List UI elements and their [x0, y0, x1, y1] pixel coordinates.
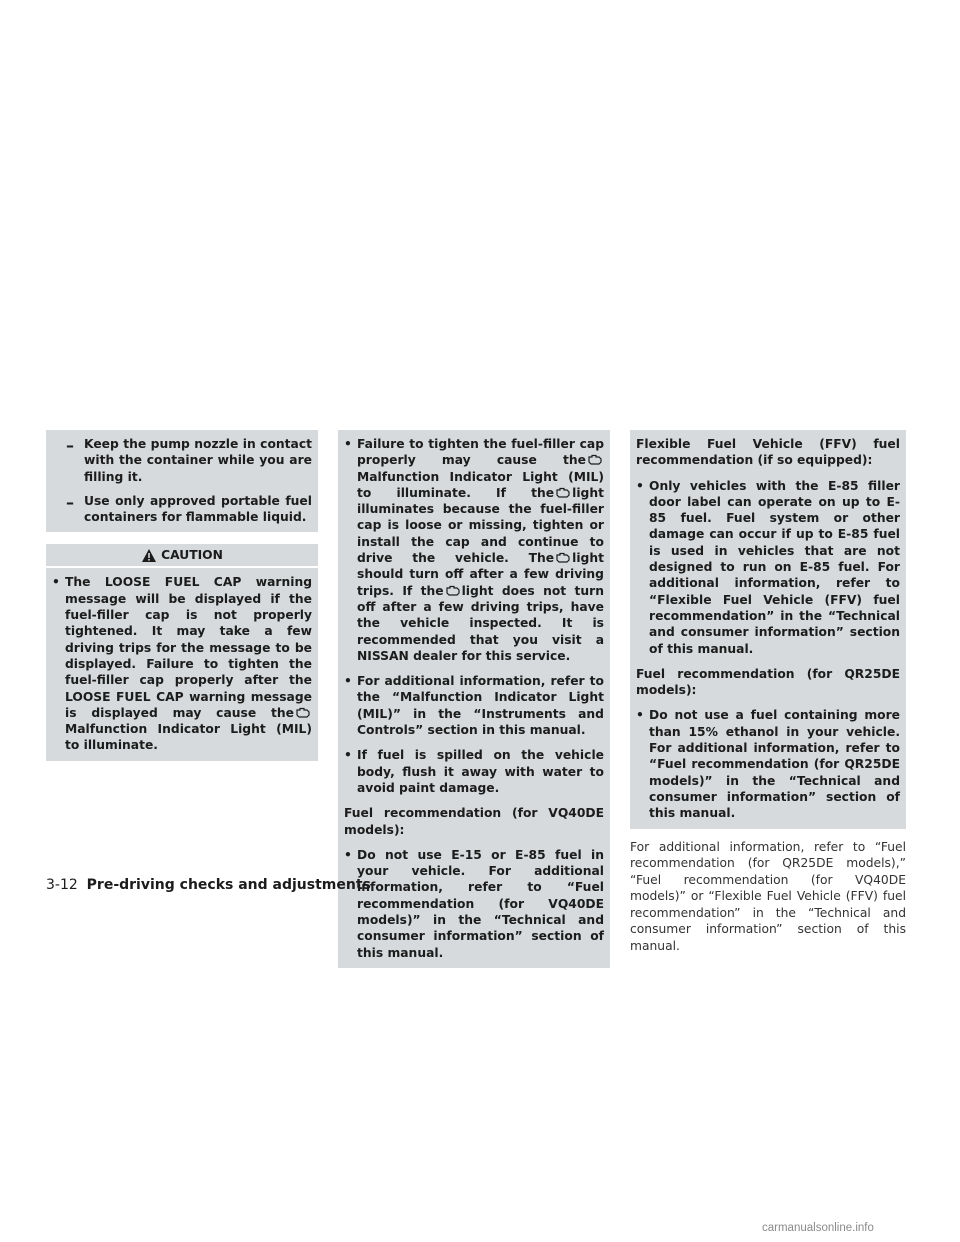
bullet-item	[344, 673, 604, 738]
bullet-item	[52, 574, 312, 753]
bullet-text: Do not use a fuel containing more than 15% ethanol in your vehicle. For additional information, refer to “Fuel recommendation (for QR25DE models)” in the “Technical and consumer information” section of this manual.	[649, 708, 900, 821]
page-number: 3-12	[46, 877, 78, 893]
bullet-text: If fuel is spilled on the vehicle body, flush it away with water to avoid paint damage.	[357, 748, 604, 795]
caution-text-a: The LOOSE FUEL CAP warning message will be displayed if the fuel-filler cap is not properly tightened. It may take a few driving trips for the message to be displayed. Failure to tighten the fuel-filler cap properly after the LOOSE FUEL CAP warning message is displayed may cause the	[65, 575, 312, 720]
bullet-marker: •	[344, 437, 352, 451]
dash-text: Keep the pump nozzle in contact with the container while you are filling it.	[84, 437, 312, 484]
body-paragraph: For additional information, refer to “Fuel recommendation (for QR25DE models),” “Fuel recommendation (for VQ40DE models)” or “Flexible Fuel Vehicle (FFV) fuel recommendation” in the “Technical and consumer information” section of this manual.	[630, 839, 906, 953]
text-part: light does not turn off after a few driving trips, have the vehicle inspected. It is recommended that you visit a NISSAN dealer for this service.	[357, 583, 604, 663]
warning-box	[630, 430, 906, 829]
section-heading: Fuel recommendation (for VQ40DE models):	[344, 806, 604, 837]
column-2	[338, 430, 610, 968]
caution-text-b: Malfunction Indicator Light (MIL) to illuminate.	[65, 722, 312, 753]
page-footer	[46, 877, 371, 893]
engine-mil-icon	[556, 487, 570, 498]
text-part: light illuminates because the fuel-filler cap is loose or missing, tighten or install the cap and continue to drive the vehicle. The	[357, 485, 604, 566]
bullet-marker: •	[636, 478, 644, 493]
warning-box	[338, 430, 610, 968]
dash-item	[52, 493, 312, 526]
section-heading: Flexible Fuel Vehicle (FFV) fuel recommendation (if so equipped):	[636, 437, 900, 468]
bullet-item	[636, 707, 900, 821]
dash-marker: –	[66, 492, 74, 512]
engine-mil-icon	[556, 552, 570, 563]
bullet-item	[344, 436, 604, 664]
section-heading: Fuel recommendation (for QR25DE models):	[636, 666, 900, 698]
caution-icon	[141, 548, 157, 563]
bullet-marker: •	[344, 674, 352, 689]
bullet-text: Do not use E-15 or E-85 fuel in your vehicle. For additional information, refer to “Fuel recommendation (for VQ40DE models)” in the “Technical and consumer information” section of this manual.	[357, 847, 604, 960]
bullet-item	[636, 478, 900, 657]
caution-header	[46, 544, 318, 566]
caution-label: CAUTION	[161, 548, 223, 563]
bullet-text	[65, 574, 312, 753]
column-3	[630, 430, 906, 954]
bullet-text: Only vehicles with the E-85 filler door label can operate on up to E-85 fuel. Fuel system or other damage can occur if up to E-85 fuel is used in vehicles that are not designed to run on E-85 fuel. For additional information, refer to “Flexible Fuel Vehicle (FFV) fuel recommendation” in the “Technical and consumer information” section of this manual.	[649, 478, 900, 656]
bullet-text	[357, 436, 604, 664]
engine-mil-icon	[446, 585, 460, 596]
bullet-text: For additional information, refer to the “Malfunction Indicator Light (MIL)” in the “Instruments and Controls” section in this manual.	[357, 674, 604, 738]
engine-mil-icon	[588, 454, 602, 465]
plain-paragraph-block	[630, 839, 906, 955]
bullet-item	[344, 747, 604, 796]
engine-mil-icon	[296, 707, 310, 718]
warning-box-continued	[46, 430, 318, 532]
bullet-item	[344, 847, 604, 961]
column-1	[46, 430, 318, 761]
text-part: Malfunction Indicator Light (MIL) to illuminate. If the	[357, 469, 604, 500]
caution-box	[46, 568, 318, 760]
dash-marker: –	[66, 436, 74, 455]
dash-item	[52, 436, 312, 485]
dash-text: Use only approved portable fuel containers for flammable liquid.	[84, 493, 312, 525]
text-part: light should turn off after a few driving trips. If the	[357, 551, 604, 598]
text-part: Failure to tighten the fuel-filler cap properly may cause the	[357, 437, 604, 468]
bullet-marker: •	[344, 847, 352, 862]
bullet-marker: •	[636, 708, 644, 723]
watermark: carmanualsonline.info	[762, 1222, 874, 1234]
bullet-marker: •	[52, 575, 60, 590]
bullet-marker: •	[344, 748, 352, 763]
section-title: Pre-driving checks and adjustments	[86, 877, 371, 893]
